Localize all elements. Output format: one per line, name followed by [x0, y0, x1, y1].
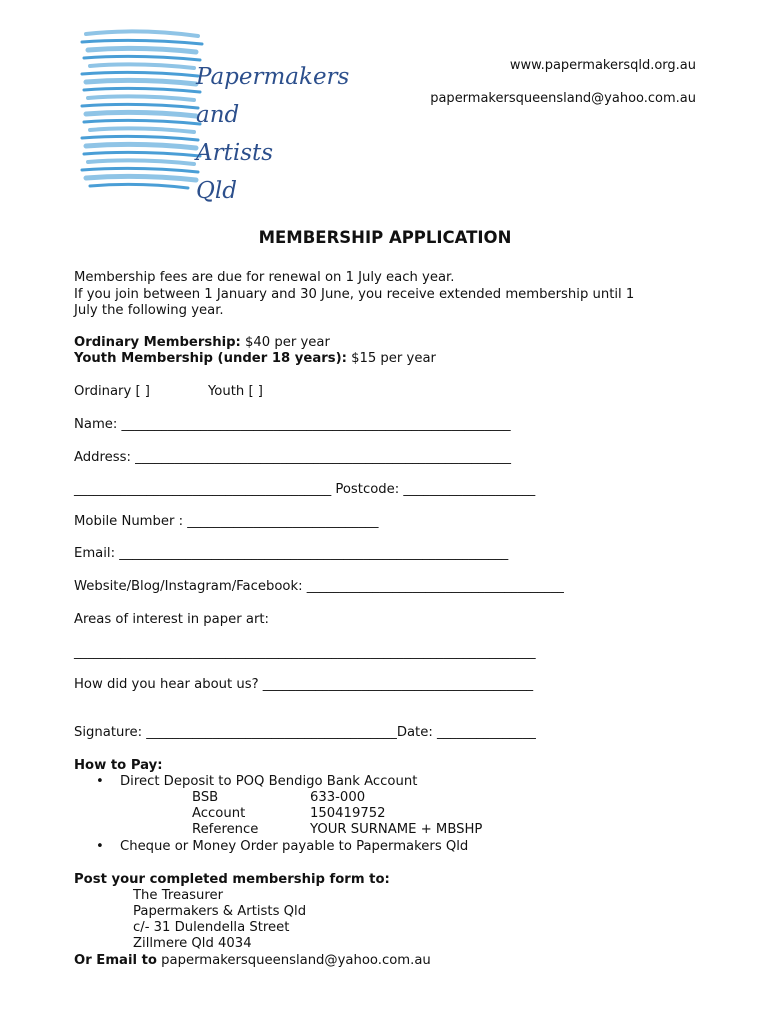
- bank-row: [192, 806, 482, 822]
- post-address-line: The Treasurer: [133, 888, 224, 903]
- ordinary-fee-label: Ordinary Membership:: [74, 335, 241, 350]
- youth-fee-value: $15 per year: [346, 351, 436, 366]
- website-field[interactable]: Website/Blog/Instagram/Facebook: _______________________________________: [74, 579, 564, 594]
- contact-email-link[interactable]: papermakersqueensland@yahoo.com.au: [430, 91, 696, 106]
- email-instruction-address[interactable]: papermakersqueensland@yahoo.com.au: [156, 953, 431, 968]
- bank-details: [192, 790, 482, 838]
- website-link[interactable]: www.papermakersqld.org.au: [509, 58, 696, 73]
- mobile-field[interactable]: Mobile Number : _____________________________: [74, 514, 379, 529]
- post-address-line: Papermakers & Artists Qld: [133, 904, 307, 919]
- bank-value: 150419752: [310, 806, 386, 821]
- bullet: •: [96, 839, 104, 854]
- logo-wordmark: [196, 58, 349, 210]
- post-address-line: c/- 31 Dulendella Street: [133, 920, 290, 935]
- page-title: MEMBERSHIP APPLICATION: [258, 228, 512, 247]
- bank-label: Account: [192, 806, 246, 821]
- bank-row: [192, 822, 482, 838]
- post-heading: Post your completed membership form to:: [74, 872, 390, 887]
- address-field[interactable]: Address: _________________________________________________________: [74, 450, 511, 465]
- ordinary-fee: [74, 335, 330, 351]
- intro-line: If you join between 1 January and 30 June, you receive extended membership until 1: [74, 287, 635, 302]
- areas-label: Areas of interest in paper art:: [74, 612, 269, 627]
- payment-heading: How to Pay:: [74, 758, 163, 773]
- bank-value: 633-000: [310, 790, 366, 805]
- brush-stroke-logo-art: [78, 22, 208, 197]
- logo-line: and: [196, 102, 240, 128]
- signature-date-field[interactable]: Signature: ______________________________________Date: _______________: [74, 725, 536, 740]
- email-field[interactable]: Email: ___________________________________________________________: [74, 546, 509, 561]
- payment-option-deposit: Direct Deposit to POQ Bendigo Bank Account: [120, 774, 418, 789]
- postcode-field[interactable]: _______________________________________ Postcode: ____________________: [74, 482, 536, 497]
- youth-fee: [74, 351, 436, 367]
- intro-line: July the following year.: [74, 303, 224, 318]
- areas-field[interactable]: ______________________________________________________________________: [74, 645, 536, 660]
- bank-value: YOUR SURNAME + MBSHP: [310, 822, 483, 837]
- post-address-line: Zillmere Qld 4034: [133, 936, 252, 951]
- name-field[interactable]: Name: ___________________________________________________________: [74, 417, 511, 432]
- logo-line: Papermakers: [196, 64, 350, 90]
- intro-line: Membership fees are due for renewal on 1 July each year.: [74, 270, 455, 285]
- logo-line: Qld: [196, 178, 237, 204]
- youth-checkbox[interactable]: Youth [ ]: [208, 384, 263, 399]
- email-instruction-label: Or Email to: [74, 953, 157, 968]
- youth-fee-label: Youth Membership (under 18 years):: [74, 351, 347, 366]
- bank-label: BSB: [192, 790, 219, 805]
- email-instruction: [74, 953, 431, 969]
- ordinary-fee-value: $40 per year: [240, 335, 330, 350]
- bullet: •: [96, 774, 104, 789]
- bank-label: Reference: [192, 822, 259, 837]
- payment-option-cheque: Cheque or Money Order payable to Papermakers Qld: [120, 839, 469, 854]
- heard-field[interactable]: How did you hear about us? _________________________________________: [74, 677, 534, 692]
- ordinary-checkbox[interactable]: Ordinary [ ]: [74, 384, 150, 399]
- logo-line: Artists: [196, 140, 274, 166]
- logo: [78, 22, 350, 204]
- bank-row: [192, 790, 482, 806]
